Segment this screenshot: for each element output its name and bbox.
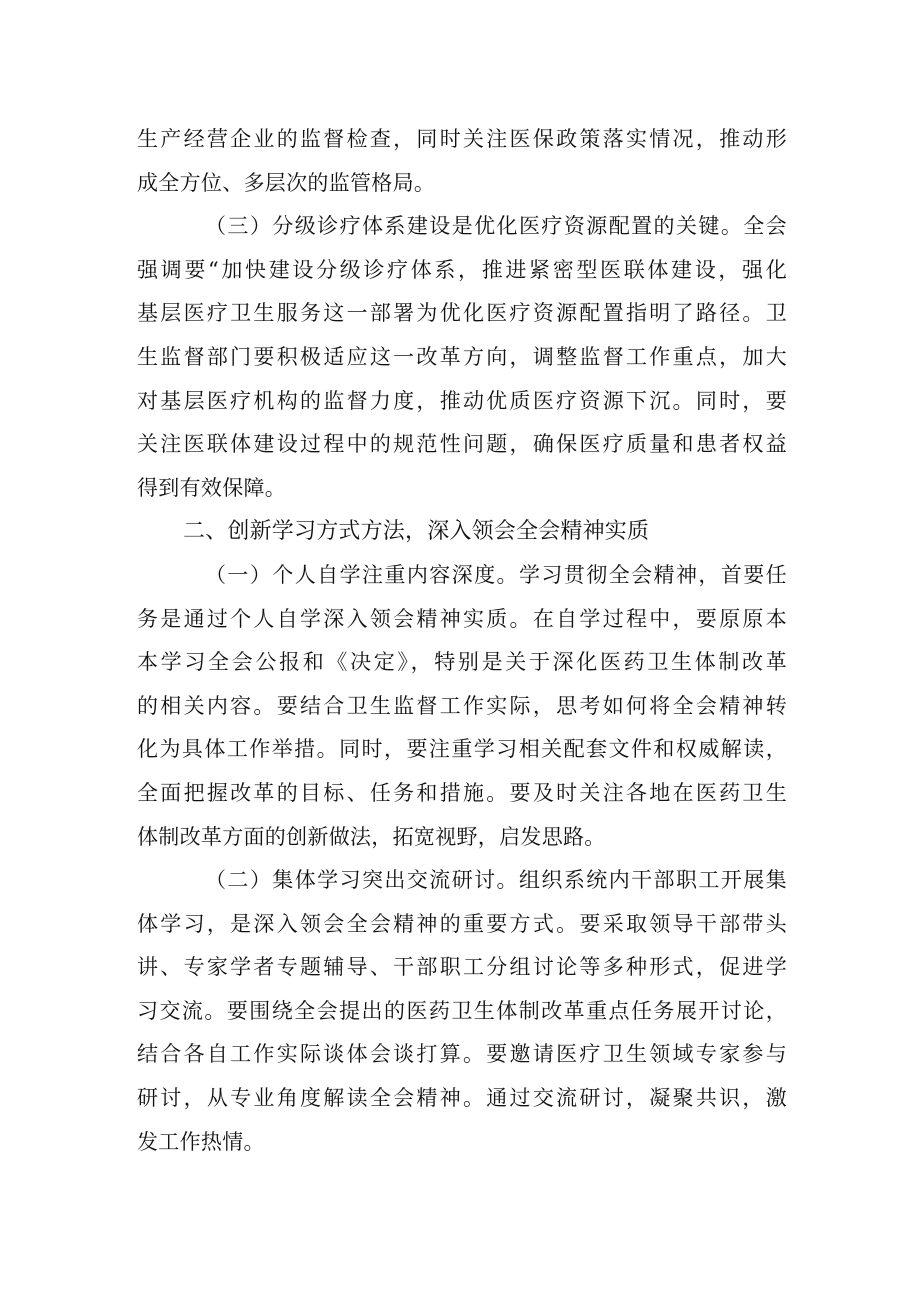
text-line: 习交流。要围绕全会提出的医药卫生体制改革重点任务展开讨论， <box>137 998 787 1023</box>
text-line: （一）个人自学注重内容深度。学习贯彻全会精神，首要任 <box>205 562 787 587</box>
text-line: （三）分级诊疗体系建设是优化医疗资源配置的关键。全会 <box>205 214 787 239</box>
text-line: 成全方位、多层次的监管格局。 <box>137 170 436 195</box>
paragraph-continuation <box>137 118 787 205</box>
text-line: 对基层医疗机构的监督力度，推动优质医疗资源下沉。同时，要 <box>137 388 787 413</box>
text-line: （二）集体学习突出交流研讨。组织系统内干部职工开展集 <box>205 868 787 893</box>
text-line: 体制改革方面的创新做法，拓宽视野，启发思路。 <box>137 824 606 849</box>
paragraph-tiered-diagnosis <box>137 205 787 510</box>
text-line: 结合各自工作实际谈体会谈打算。要邀请医疗卫生领域专家参与 <box>137 1042 787 1067</box>
text-line: 本学习全会公报和《决定》，特别是关于深化医药卫生体制改革 <box>137 650 787 675</box>
text-line: 生产经营企业的监督检查，同时关注医保政策落实情况，推动形 <box>137 127 787 151</box>
text-line: 的相关内容。要结合卫生监督工作实际，思考如何将全会精神转 <box>137 693 787 718</box>
text-line: 发工作热情。 <box>137 1129 265 1154</box>
paragraph-group-study <box>137 859 787 1164</box>
text-line: 强调要“加快建设分级诊疗体系，推进紧密型医联体建设，强化 <box>137 257 787 282</box>
text-line: 化为具体工作举措。同时，要注重学习相关配套文件和权威解读， <box>137 737 787 762</box>
text-line: 务是通过个人自学深入领会精神实质。在自学过程中，要原原本 <box>137 606 787 631</box>
text-line: 关注医联体建设过程中的规范性问题，确保医疗质量和患者权益 <box>137 432 787 457</box>
text-line: 体学习，是深入领会全会精神的重要方式。要采取领导干部带头 <box>137 911 787 936</box>
text-line: 基层医疗卫生服务这一部署为优化医疗资源配置指明了路径。卫 <box>137 301 787 326</box>
text-line: 讲、专家学者专题辅导、干部职工分组讨论等多种形式，促进学 <box>137 955 787 980</box>
section-heading: 二、创新学习方式方法，深入领会全会精神实质 <box>183 519 650 545</box>
text-line: 研讨，从专业角度解读全会精神。通过交流研讨，凝聚共识，激 <box>137 1086 787 1111</box>
text-line: 得到有效保障。 <box>137 475 287 500</box>
paragraph-self-study <box>137 554 787 859</box>
text-line: 全面把握改革的目标、任务和措施。要及时关注各地在医药卫生 <box>137 780 787 805</box>
text-line: 生监督部门要积极适应这一改革方向，调整监督工作重点，加大 <box>137 344 787 369</box>
document-body <box>137 118 787 1164</box>
